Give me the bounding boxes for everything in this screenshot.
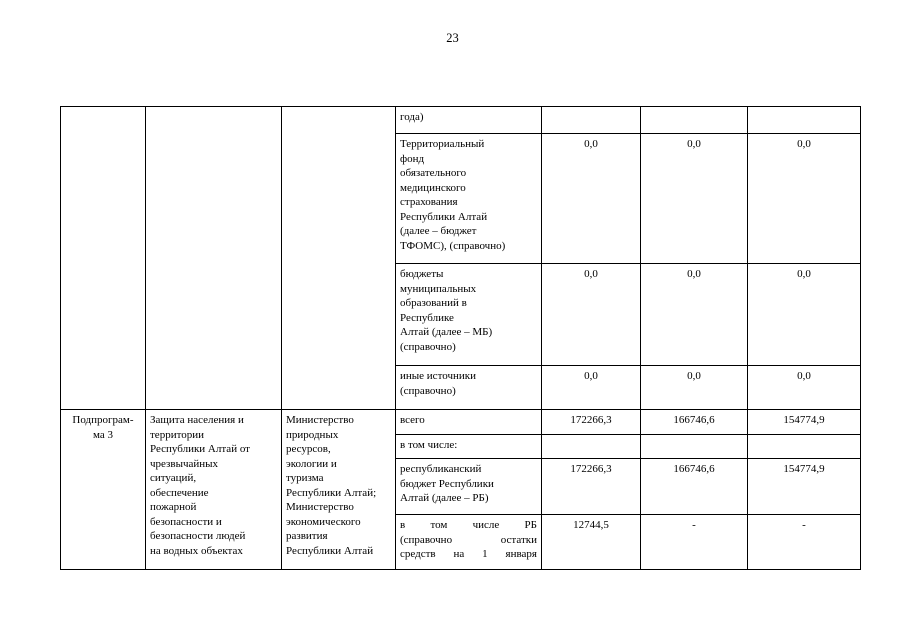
subprogram-cell-empty	[61, 107, 146, 410]
source-cell: Территориальный фонд обязательного медицинского страхования Республики Алтай (далее – бюджет ТФОМС), (справочно)	[396, 134, 542, 264]
value-cell	[748, 435, 861, 459]
value-cell: 12744,5	[542, 515, 641, 570]
value-cell	[641, 107, 748, 134]
value-cell: 0,0	[748, 134, 861, 264]
value-cell: -	[641, 515, 748, 570]
value-cell: 0,0	[641, 264, 748, 366]
name-cell-empty	[146, 107, 282, 410]
budget-table	[60, 106, 861, 570]
value-cell: 0,0	[542, 366, 641, 410]
value-cell: -	[748, 515, 861, 570]
source-cell: всего	[396, 410, 542, 435]
source-cell: года)	[396, 107, 542, 134]
value-cell: 0,0	[542, 264, 641, 366]
value-cell: 154774,9	[748, 410, 861, 435]
value-cell	[641, 435, 748, 459]
value-cell: 166746,6	[641, 459, 748, 515]
value-cell: 172266,3	[542, 459, 641, 515]
value-cell	[542, 435, 641, 459]
source-cell: республиканский бюджет Республики Алтай (далее – РБ)	[396, 459, 542, 515]
source-cell: в том числе РБ (справочно остатки средств на 1 января	[396, 515, 542, 570]
value-cell: 166746,6	[641, 410, 748, 435]
subprogram-name-cell: Защита населения и территории Республики Алтай от чрезвычайных ситуаций, обеспечение пожарной безопасности и безопасности людей на водных объектах	[146, 410, 282, 570]
page-number: 23	[446, 31, 459, 45]
value-cell: 172266,3	[542, 410, 641, 435]
value-cell: 0,0	[641, 134, 748, 264]
value-cell: 0,0	[542, 134, 641, 264]
source-cell: в том числе:	[396, 435, 542, 459]
value-cell: 0,0	[641, 366, 748, 410]
value-cell: 0,0	[748, 264, 861, 366]
value-cell: 154774,9	[748, 459, 861, 515]
executor-cell-empty	[282, 107, 396, 410]
table-row	[61, 107, 861, 134]
value-cell: 0,0	[748, 366, 861, 410]
executor-cell: Министерство природных ресурсов, экологии и туризма Республики Алтай; Министерство экономического развития Республики Алтай	[282, 410, 396, 570]
source-cell: иные источники (справочно)	[396, 366, 542, 410]
value-cell	[748, 107, 861, 134]
table-row	[61, 410, 861, 435]
subprogram-code-cell: Подпрограм- ма 3	[61, 410, 146, 570]
value-cell	[542, 107, 641, 134]
source-cell: бюджеты муниципальных образований в Республике Алтай (далее – МБ) (справочно)	[396, 264, 542, 366]
